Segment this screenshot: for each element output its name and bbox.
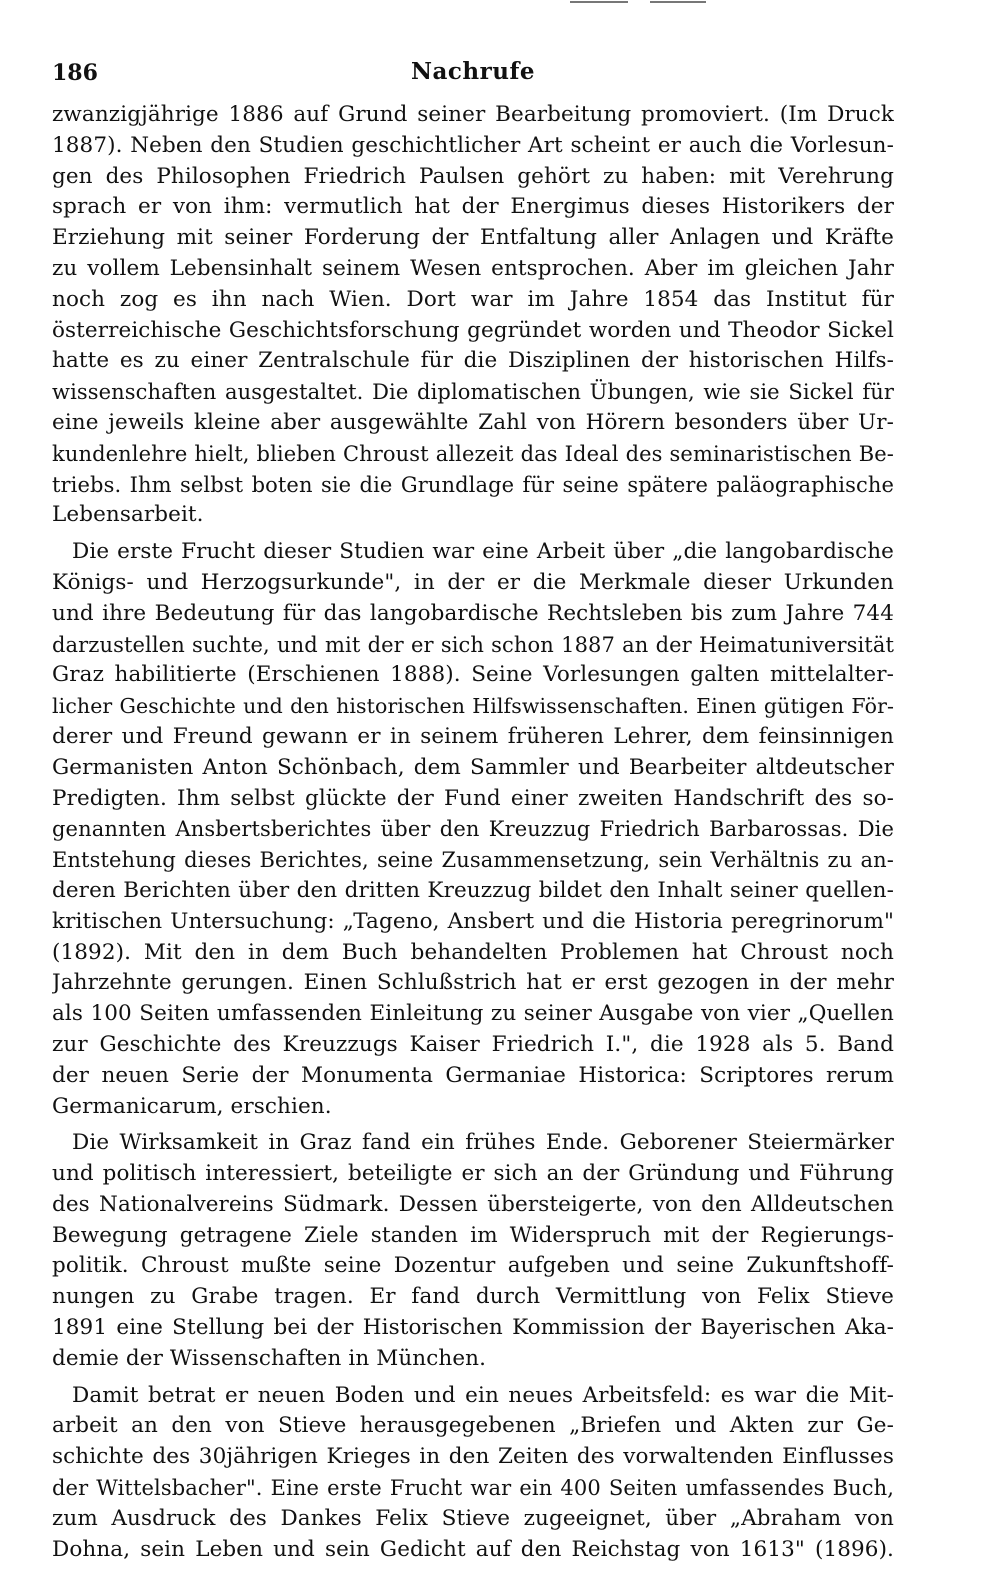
page-number: 186	[52, 60, 98, 86]
text-line: des Nationalvereins Südmark. Dessen übersteigerte, von den Alldeutschen	[52, 1191, 894, 1217]
text-line: Lebensarbeit.	[52, 502, 204, 528]
text-line: hatte es zu einer Zentralschule für die Disziplinen der historischen Hilfs-	[52, 348, 894, 374]
text-line: arbeit an den von Stieve herausgegebenen „Briefen und Akten zur Ge-	[52, 1413, 894, 1439]
text-line: nungen zu Grabe tragen. Er fand durch Vermittlung von Felix Stieve	[52, 1284, 894, 1310]
text-line: zu vollem Lebensinhalt seinem Wesen entsprochen. Aber im gleichen Jahr	[52, 255, 894, 281]
scan-mark	[650, 1, 706, 3]
text-line: darzustellen suchte, und mit der er sich schon 1887 an der Heimatuniversität	[52, 632, 894, 657]
text-line: Bewegung getragene Ziele standen im Widerspruch mit der Regierungs-	[52, 1222, 894, 1248]
text-line: der Wittelsbacher". Eine erste Frucht war ein 400 Seiten umfassendes Buch,	[52, 1476, 894, 1501]
text-line: genannten Ansbertsberichtes über den Kreuzzug Friedrich Barbarossas. Die	[52, 817, 894, 842]
text-line: sprach er von ihm: vermutlich hat der Energimus dieses Historikers der	[52, 194, 894, 220]
text-line: politik. Chroust mußte seine Dozentur aufgeben und seine Zukunftshoff-	[52, 1253, 894, 1279]
top-edge-marks	[570, 0, 710, 4]
text-line: Germanisten Anton Schönbach, dem Sammler und Bearbeiter altdeutscher	[52, 754, 894, 780]
text-line: zum Ausdruck des Dankes Felix Stieve zugeeignet, über „Abraham von	[52, 1505, 894, 1531]
text-line: eine jeweils kleine aber ausgewählte Zahl von Hörern besonders über Ur-	[52, 409, 894, 435]
text-line: noch zog es ihn nach Wien. Dort war im Jahre 1854 das Institut für	[52, 286, 894, 312]
text-line: österreichische Geschichtsforschung gegründet worden und Theodor Sickel	[52, 317, 894, 343]
paragraph	[52, 1128, 894, 1374]
text-line: 1887). Neben den Studien geschichtlicher Art scheint er auch die Vorlesun-	[52, 132, 894, 158]
text-line: Graz habilitierte (Erschienen 1888). Seine Vorlesungen galten mittelalter-	[52, 662, 894, 688]
text-line: Entstehung dieses Berichtes, seine Zusammensetzung, sein Verhältnis zu an-	[52, 848, 894, 873]
text-line: kritischen Untersuchung: „Tageno, Ansbert und die Historia peregrinorum"	[52, 908, 894, 934]
text-line: zwanzigjährige 1886 auf Grund seiner Bearbeitung promoviert. (Im Druck	[52, 102, 894, 127]
text-line: kundenlehre hielt, blieben Chroust allezeit das Ideal des seminaristischen Be-	[52, 441, 894, 466]
text-line: Die Wirksamkeit in Graz fand ein frühes Ende. Geborener Steiermärker	[72, 1130, 894, 1156]
text-line: licher Geschichte und den historischen Hilfswissenschaften. Einen gütigen För-	[52, 694, 894, 719]
text-line: und ihre Bedeutung für das langobardische Rechtsleben bis zum Jahre 744	[52, 600, 894, 626]
text-line: Germanicarum, erschien.	[52, 1093, 332, 1119]
text-line: wissenschaften ausgestaltet. Die diplomatischen Übungen, wie sie Sickel für	[52, 380, 894, 405]
text-line: als 100 Seiten umfassenden Einleitung zu seiner Ausgabe von vier „Quellen	[52, 1001, 894, 1027]
text-line: der neuen Serie der Monumenta Germaniae Historica: Scriptores rerum	[52, 1062, 894, 1088]
text-line: Predigten. Ihm selbst glückte der Fund einer zweiten Handschrift des so-	[52, 785, 894, 811]
paragraph	[52, 537, 894, 1122]
text-line: triebs. Ihm selbst boten sie die Grundlage für seine spätere paläographische	[52, 472, 894, 497]
text-line: Erziehung mit seiner Forderung der Entfaltung aller Anlagen und Kräfte	[52, 225, 894, 251]
text-line: deren Berichten über den dritten Kreuzzug bildet den Inhalt seiner quellen-	[52, 877, 894, 903]
text-line: demie der Wissenschaften in München.	[52, 1345, 487, 1371]
running-title: Nachrufe	[410, 58, 536, 85]
body-text	[52, 100, 894, 1571]
text-line: zur Geschichte des Kreuzzugs Kaiser Friedrich I.", die 1928 als 5. Band	[52, 1031, 894, 1057]
text-line: derer und Freund gewann er in seinem früheren Lehrer, dem feinsinnigen	[52, 723, 894, 749]
paragraph	[52, 100, 894, 531]
text-line: schichte des 30jährigen Krieges in den Zeiten des vorwaltenden Einflusses	[52, 1444, 894, 1470]
text-line: 1891 eine Stellung bei der Historischen Kommission der Bayerischen Aka-	[52, 1315, 894, 1341]
paragraph	[52, 1381, 894, 1566]
text-line: Königs- und Herzogsurkunde", in der er die Merkmale dieser Urkunden	[52, 569, 894, 595]
text-line: Dohna, sein Leben und sein Gedicht auf den Reichstag von 1613" (1896).	[52, 1536, 894, 1562]
text-line: Damit betrat er neuen Boden und ein neues Arbeitsfeld: es war die Mit-	[72, 1382, 894, 1408]
scan-mark	[570, 1, 628, 3]
text-line: Die erste Frucht dieser Studien war eine Arbeit über „die langobardische	[72, 539, 894, 565]
page-header	[52, 58, 894, 92]
text-line: Jahrzehnte gerungen. Einen Schlußstrich hat er erst gezogen in der mehr	[52, 970, 894, 996]
text-line: und politisch interessiert, beteiligte er sich an der Gründung und Führung	[52, 1161, 894, 1187]
text-line: gen des Philosophen Friedrich Paulsen gehört zu haben: mit Verehrung	[52, 163, 894, 189]
text-line: (1892). Mit den in dem Buch behandelten Problemen hat Chroust noch	[52, 939, 894, 965]
